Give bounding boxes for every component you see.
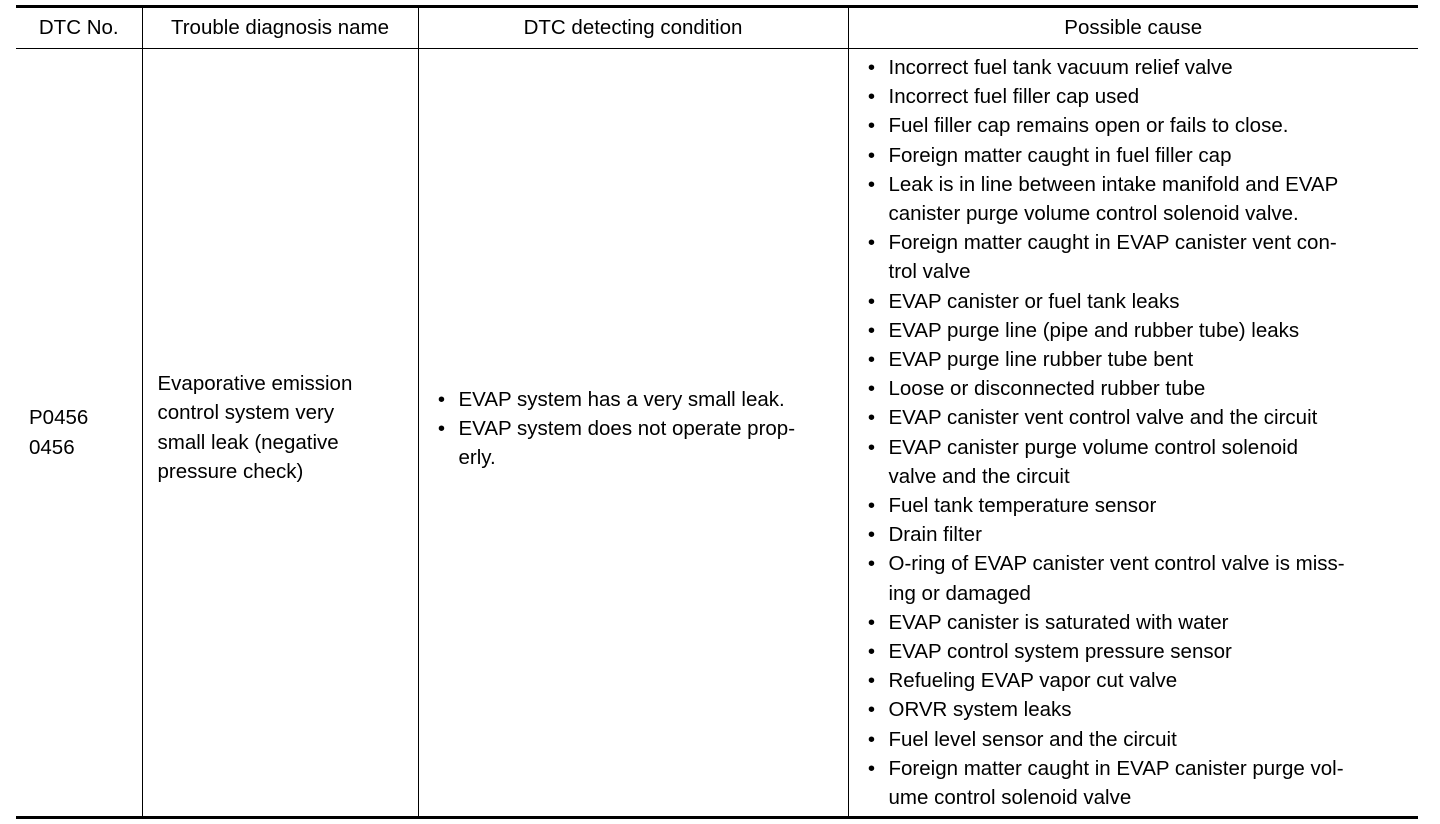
list-item xyxy=(865,754,1415,812)
list-item-text: Foreign matter caught in EVAP canister vent con- xyxy=(888,231,1337,255)
cell-diagnosis-name xyxy=(142,49,418,818)
bullet-icon: • xyxy=(437,387,446,411)
header-trouble-diagnosis-name: Trouble diagnosis name xyxy=(142,7,418,49)
list-item-text: canister purge volume control solenoid valve. xyxy=(888,202,1299,226)
dtc-table xyxy=(16,5,1418,819)
list-item xyxy=(865,345,1415,374)
list-item-text: ORVR system leaks xyxy=(888,698,1072,722)
list-item-text: EVAP canister purge volume control solenoid xyxy=(888,435,1298,459)
bullet-icon: • xyxy=(867,143,876,167)
list-item-text: ing or damaged xyxy=(888,581,1031,605)
dtc-code: P0456 xyxy=(29,406,89,430)
table-header xyxy=(16,7,1418,49)
list-item-text: Leak is in line between intake manifold and EVAP xyxy=(888,172,1339,196)
bullet-icon: • xyxy=(867,698,876,722)
list-item-text: EVAP control system pressure sensor xyxy=(888,640,1232,664)
list-item-text: Fuel level sensor and the circuit xyxy=(888,727,1177,751)
list-item-text: EVAP purge line rubber tube bent xyxy=(888,348,1194,372)
list-item xyxy=(865,666,1415,695)
list-item-text: EVAP system does not operate prop- xyxy=(458,416,796,440)
list-item xyxy=(865,549,1415,607)
diagnosis-name-line: control system very xyxy=(157,401,335,425)
list-item xyxy=(865,520,1415,549)
list-item-text: ume control solenoid valve xyxy=(888,786,1132,810)
bullet-icon: • xyxy=(867,727,876,751)
header-dtc-detecting-condition: DTC detecting condition xyxy=(418,7,848,49)
bullet-icon: • xyxy=(867,669,876,693)
bullet-icon: • xyxy=(867,406,876,430)
list-item xyxy=(865,228,1415,286)
list-item-text: Drain filter xyxy=(888,523,982,547)
list-item-text: Refueling EVAP vapor cut valve xyxy=(888,669,1178,693)
list-item-text: Incorrect fuel tank vacuum relief valve xyxy=(888,56,1233,79)
list-item xyxy=(865,637,1415,666)
bullet-icon: • xyxy=(867,289,876,313)
bullet-icon: • xyxy=(867,348,876,372)
list-item-text: O-ring of EVAP canister vent control valve is miss- xyxy=(888,552,1345,576)
diagnosis-name-line: Evaporative emission xyxy=(157,372,353,396)
cause-list xyxy=(865,53,1415,812)
header-row xyxy=(16,7,1418,49)
list-item xyxy=(865,374,1415,403)
bullet-icon: • xyxy=(867,114,876,138)
list-item-text: Fuel tank temperature sensor xyxy=(888,494,1157,518)
bullet-icon: • xyxy=(867,318,876,342)
bullet-icon: • xyxy=(867,172,876,196)
cell-detecting-condition xyxy=(418,49,848,818)
bullet-icon: • xyxy=(867,231,876,255)
list-item xyxy=(435,385,844,414)
diagnosis-name-line: pressure check) xyxy=(157,459,304,483)
bullet-icon: • xyxy=(437,416,446,440)
list-item-text: Foreign matter caught in EVAP canister purge vol- xyxy=(888,756,1344,780)
header-dtc-no: DTC No. xyxy=(16,7,142,49)
list-item-text: erly. xyxy=(458,446,496,470)
table-row xyxy=(16,49,1418,818)
list-item xyxy=(865,111,1415,140)
list-item xyxy=(435,414,844,472)
list-item-text: Incorrect fuel filler cap used xyxy=(888,85,1140,109)
list-item-text: EVAP canister or fuel tank leaks xyxy=(888,289,1180,313)
list-item xyxy=(865,170,1415,228)
cell-possible-cause xyxy=(848,49,1418,818)
bullet-icon: • xyxy=(867,640,876,664)
list-item xyxy=(865,403,1415,432)
list-item-text: valve and the circuit xyxy=(888,464,1070,488)
list-item-text: EVAP canister is saturated with water xyxy=(888,610,1229,634)
list-item-text: EVAP canister vent control valve and the circuit xyxy=(888,406,1318,430)
cell-dtc-no xyxy=(16,49,142,818)
list-item xyxy=(865,53,1415,82)
bullet-icon: • xyxy=(867,523,876,547)
bullet-icon: • xyxy=(867,435,876,459)
list-item xyxy=(865,141,1415,170)
bullet-icon: • xyxy=(867,610,876,634)
condition-list xyxy=(435,385,844,473)
list-item xyxy=(865,725,1415,754)
list-item xyxy=(865,695,1415,724)
list-item-text: EVAP system has a very small leak. xyxy=(458,387,785,411)
header-possible-cause: Possible cause xyxy=(848,7,1418,49)
list-item-text: EVAP purge line (pipe and rubber tube) leaks xyxy=(888,318,1300,342)
bullet-icon: • xyxy=(867,494,876,518)
list-item-text: trol valve xyxy=(888,260,971,284)
list-item xyxy=(865,287,1415,316)
bullet-icon: • xyxy=(867,552,876,576)
list-item xyxy=(865,316,1415,345)
list-item-text: Foreign matter caught in fuel filler cap xyxy=(888,143,1232,167)
bullet-icon: • xyxy=(867,377,876,401)
list-item xyxy=(865,608,1415,637)
bullet-icon: • xyxy=(867,756,876,780)
list-item xyxy=(865,82,1415,111)
bullet-icon: • xyxy=(867,56,876,79)
list-item xyxy=(865,433,1415,491)
diagnosis-name-line: small leak (negative xyxy=(157,430,339,454)
bullet-icon: • xyxy=(867,85,876,109)
list-item xyxy=(865,491,1415,520)
table-body xyxy=(16,49,1418,818)
list-item-text: Fuel filler cap remains open or fails to close. xyxy=(888,114,1289,138)
list-item-text: Loose or disconnected rubber tube xyxy=(888,377,1206,401)
dtc-code-short: 0456 xyxy=(29,435,75,459)
